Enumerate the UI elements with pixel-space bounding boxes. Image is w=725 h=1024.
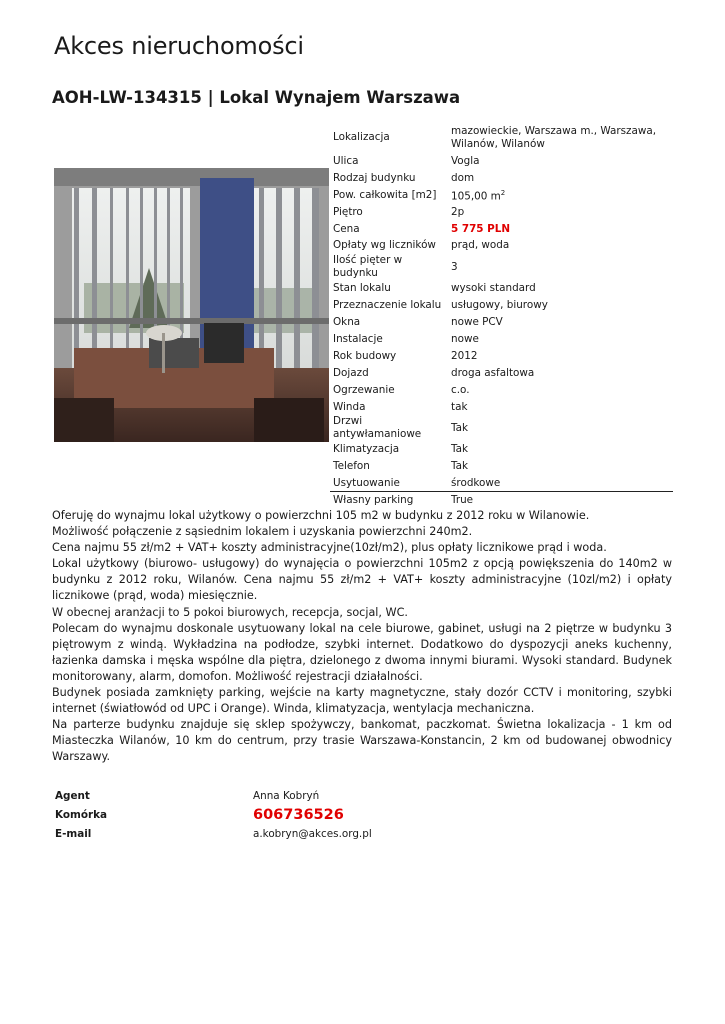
detail-row: [330, 170, 673, 187]
detail-label: Ulica: [333, 154, 359, 167]
detail-value: 2p: [451, 205, 465, 218]
office-interior-image: [54, 168, 329, 442]
detail-label: Piętro: [333, 205, 363, 218]
detail-value: mazowieckie, Warszawa m., Warszawa, Wilanów, Wilanów: [451, 124, 657, 150]
detail-row: [330, 122, 673, 153]
agent-name: Anna Kobryń: [253, 789, 320, 802]
detail-row: [330, 415, 673, 441]
detail-value: 2012: [451, 349, 478, 362]
detail-row: [330, 204, 673, 221]
detail-row: [330, 475, 673, 492]
detail-row: [330, 399, 673, 416]
description-paragraph: Możliwość połączenie z sąsiednim lokalem i uzyskania powierzchni 240m2.: [52, 525, 473, 539]
detail-value: Tak: [451, 443, 469, 456]
detail-label: Okna: [333, 316, 361, 329]
description-paragraph: Cena najmu 55 zł/m2 + VAT+ koszty administracyjne(10zł/m2), plus opłaty licznikowe prąd i woda.: [52, 541, 607, 555]
detail-value: droga asfaltowa: [451, 366, 535, 379]
detail-value: nowe PCV: [451, 316, 503, 329]
listing-description: [52, 508, 672, 766]
description-paragraph: Na parterze budynku znajduje się sklep spożywczy, bankomat, paczkomat. Świetna lokalizacja - 1 km od Miasteczka Wilanów, 10 km do centrum, przy trasie Warszawa-Konstancin, 2 km od budowanej obwodnicy Warszawy.: [52, 718, 672, 764]
detail-value: dom: [451, 171, 475, 184]
detail-label: Rodzaj budynku: [333, 171, 416, 184]
email-label: E-mail: [55, 827, 92, 840]
brand-title: Akces nieruchomości: [54, 32, 304, 60]
detail-value: True: [451, 494, 474, 507]
detail-label: Winda: [333, 400, 366, 413]
detail-row: [330, 314, 673, 331]
detail-label: Usytuowanie: [333, 477, 400, 490]
detail-label: Ilość pięter w budynku: [333, 254, 403, 280]
detail-value: c.o.: [451, 383, 470, 396]
detail-row: [330, 297, 673, 314]
phone-row: [52, 805, 372, 824]
detail-value: 3: [451, 260, 458, 273]
detail-row: [330, 382, 673, 399]
detail-value: Tak: [451, 460, 469, 473]
detail-row: [330, 187, 673, 204]
detail-label: Przeznaczenie lokalu: [333, 299, 442, 312]
detail-label: Drzwi antywłamaniowe: [333, 415, 422, 441]
detail-label: Ogrzewanie: [333, 383, 395, 396]
email-address[interactable]: a.kobryn@akces.org.pl: [253, 827, 372, 840]
detail-label: Stan lokalu: [333, 282, 391, 295]
agent-row: [52, 786, 372, 805]
phone-number[interactable]: 606736526: [253, 806, 344, 823]
detail-label: Dojazd: [333, 366, 369, 379]
detail-value: prąd, woda: [451, 239, 510, 252]
detail-value-cell: [448, 187, 673, 204]
detail-label: Własny parking: [333, 494, 414, 507]
detail-value: 5 775 PLN: [451, 222, 511, 235]
property-details-table: [330, 122, 673, 509]
detail-value: Tak: [451, 421, 469, 434]
phone-label: Komórka: [55, 808, 108, 821]
detail-label: Lokalizacja: [333, 131, 390, 143]
listing-title: AOH-LW-134315 | Lokal Wynajem Warszawa: [52, 88, 461, 107]
detail-value: nowe: [451, 332, 479, 345]
listing-photo: [54, 168, 329, 442]
detail-row: [330, 441, 673, 458]
detail-label: Telefon: [333, 460, 370, 473]
detail-row: [330, 280, 673, 297]
detail-value: środkowe: [451, 477, 501, 490]
detail-row: [330, 492, 673, 509]
detail-value: usługowy, biurowy: [451, 299, 548, 312]
unit-superscript: 2: [500, 188, 506, 197]
detail-label: Pow. całkowita [m2]: [333, 188, 437, 201]
detail-row: [330, 254, 673, 280]
detail-row: [330, 153, 673, 170]
description-paragraph: Budynek posiada zamknięty parking, wejście na karty magnetyczne, stały dozór CCTV i monitoring, szybki internet (światłowód od UPC i Orange). Winda, klimatyzacja, wentylacja mechaniczna.: [52, 686, 672, 716]
detail-row: [330, 458, 673, 475]
agent-contact-table: [52, 786, 372, 843]
agent-label: Agent: [55, 789, 90, 802]
description-paragraph: W obecnej aranżacji to 5 pokoi biurowych, recepcja, socjal, WC.: [52, 605, 408, 619]
description-paragraph: Polecam do wynajmu doskonale usytuowany lokal na cele biurowe, gabinet, usługi na 2 piętrze w budynku 3 piętrowym z windą. Wykładzina na podłodze, szybki internet. Dodatkowo do dyspozycji aneks kuchenny, łazienka damska i męska wspólne dla piętra, dzielonego z dwoma innymi biurami. Wysoki standard. Budynek monitorowany, alarm, domofon. Możliwość rejestracji działalności.: [52, 621, 672, 683]
detail-label: Opłaty wg liczników: [333, 239, 436, 252]
detail-label: Klimatyzacja: [333, 443, 400, 456]
detail-row: [330, 331, 673, 348]
description-paragraph: Lokal użytkowy (biurowo- usługowy) do wynajęcia o powierzchni 105m2 z opcją powiększenia do 140m2 w budynku z 2012 roku, Wilanów. Cena najmu 55 zł/m2 + VAT+ koszty administracyjne (10zl/m2) i opłaty licznikowe (prąd, woda) miesięcznie.: [52, 557, 672, 603]
detail-value: tak: [451, 400, 468, 413]
detail-label: Cena: [333, 222, 360, 235]
detail-row: [330, 348, 673, 365]
detail-row: [330, 237, 673, 254]
detail-label: Rok budowy: [333, 349, 397, 362]
detail-value: Vogla: [451, 154, 480, 167]
detail-row: [330, 221, 673, 238]
email-row: [52, 824, 372, 843]
detail-label: Instalacje: [333, 332, 383, 345]
divider: [330, 491, 673, 492]
detail-value: 105,00 m: [451, 190, 501, 203]
detail-row: [330, 365, 673, 382]
detail-value: wysoki standard: [451, 282, 536, 295]
description-paragraph: Oferuję do wynajmu lokal użytkowy o powierzchni 105 m2 w budynku z 2012 roku w Wilanowie.: [52, 509, 590, 522]
